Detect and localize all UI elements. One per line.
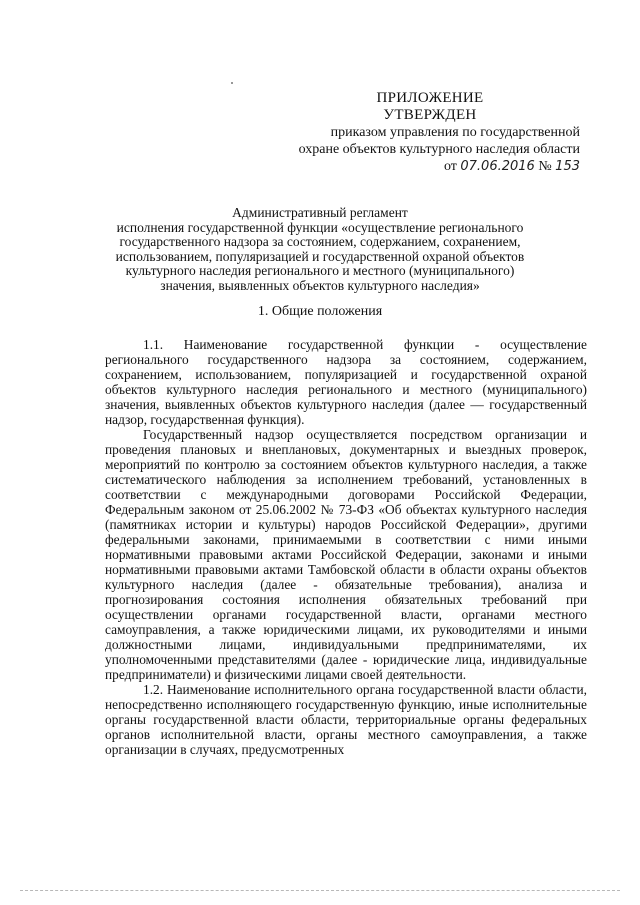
scan-speck	[231, 82, 233, 84]
handwritten-date: 07.06.2016	[460, 159, 535, 174]
paragraph: 1.1. Наименование государственной функции - осуществление регионального государственного надзора за состоянием, содержанием, сохранением, использованием, популяризацией и государственной охраной объектов культурного наследия регионального и местного (муниципального) значения, выявленных объектов культурного наследия (далее — государственный надзор, государственная функция).	[105, 337, 587, 427]
order-line-2: охране объектов культурного наследия области	[298, 142, 580, 157]
title-line-1: Административный регламент	[232, 205, 408, 220]
order-date-line	[280, 158, 580, 175]
approved-label: УТВЕРЖДЕН	[383, 107, 477, 123]
title-line-2: исполнения государственной функции «осуществление регионального государственного надзора за состоянием, содержанием, сохранением, использованием, популяризацией и государственной охраной объектов культурного наследия регионального и местного (муниципального) значения, выявленных объектов культурного наследия»	[115, 219, 525, 293]
number-sign: №	[538, 159, 552, 174]
handwritten-number: 153	[555, 159, 580, 174]
body-text	[105, 337, 587, 757]
section-heading: 1. Общие положения	[257, 304, 383, 319]
date-prefix: от	[443, 159, 457, 174]
page-bottom-edge	[20, 890, 620, 891]
document-title	[100, 206, 540, 293]
appendix-label: ПРИЛОЖЕНИЕ	[376, 90, 484, 106]
paragraph: Государственный надзор осуществляется посредством организации и проведения плановых и внеплановых, документарных и выездных проверок, мероприятий по контролю за состоянием объектов культурного наследия, а также систематического наблюдения за исполнением требований, установленных в соответствии с международными договорами Российской Федерации, Федеральным законом от 25.06.2002 № 73-ФЗ «Об объектах культурного наследия (памятниках истории и культуры) народов Российской Федерации», другими федеральными законами, принимаемыми в соответствии с ними иными нормативными правовыми актами Российской Федерации, законами и иными нормативными правовыми актами Тамбовской области в области охраны объектов культурного наследия (далее - обязательные требования), анализа и прогнозирования состояния исполнения обязательных требований при осуществлении органами государственной власти, органами местного самоуправления, а также юридическими лицами, их руководителями и иными должностными лицами, индивидуальными предпринимателями, их уполномоченными представителями (далее - юридические лица, индивидуальные предприниматели) и физическими лицами своей деятельности.	[105, 427, 587, 682]
paragraph: 1.2. Наименование исполнительного органа государственной власти области, непосредственно исполняющего государственную функцию, иные исполнительные органы государственной власти области, территориальные органы федеральных органов исполнительной власти, органы местного самоуправления, а также организации в случаях, предусмотренных	[105, 682, 587, 757]
approval-block	[280, 90, 580, 175]
order-line-1: приказом управления по государственной	[330, 125, 580, 140]
